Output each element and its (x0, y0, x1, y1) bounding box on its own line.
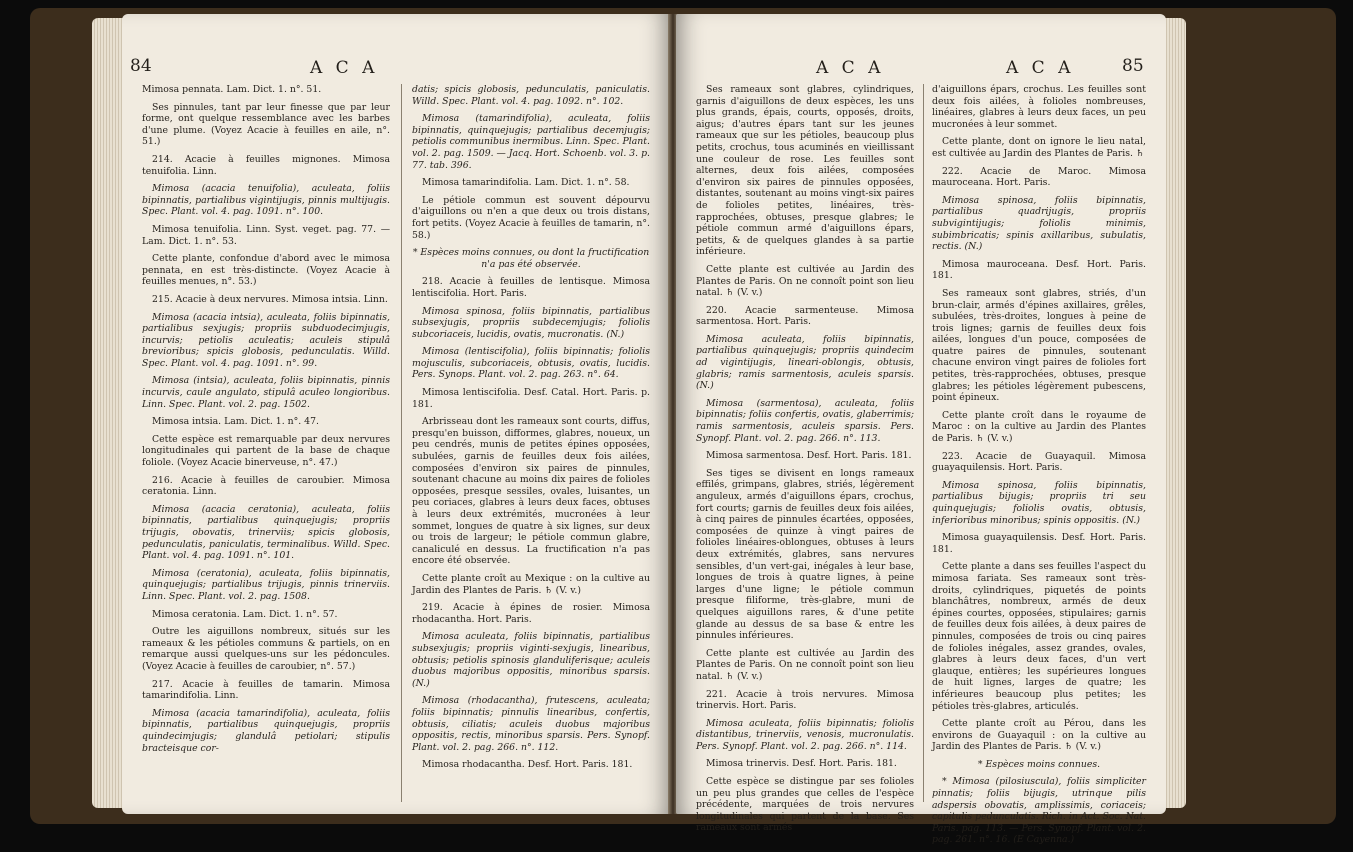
left-page (122, 14, 670, 814)
right-page-number: 85 (1122, 56, 1144, 76)
entry-heading: 222. Acacie de Maroc. Mimosa mauroceana. Hort. Paris. (932, 165, 1146, 189)
left-page-number: 84 (130, 56, 152, 76)
section-heading: * Espèces moins connues. (977, 758, 1101, 770)
right-page (676, 14, 1166, 846)
paragraph: Mimosa tenuifolia. Linn. Syst. veget. pag. 77. — Lam. Dict. 1. n°. 53. (142, 223, 390, 247)
paragraph: Mimosa spinosa, foliis bipinnatis, partialibus bijugis; propriis tri seu quinquejugis; foliolis ovatis, obtusis, inferioribus minoribus; spinis oppositis. (N.) (932, 479, 1146, 526)
paragraph: Mimosa (lentiscifolia), foliis bipinnatis; foliolis mojusculis, subcoriaceis, obtusis, ovatis, lucidis. Pers. Synops. Plant. vol. 2. pag. 263. n°. 64. (412, 346, 650, 381)
paragraph: Cette plante croît dans le royaume de Maroc : on la cultive au Jardin des Plantes de Paris. ♄ (V. v.) (932, 409, 1146, 445)
paragraph: Mimosa lentiscifolia. Desf. Catal. Hort. Paris. p. 181. (412, 387, 650, 410)
entry-heading: 219. Acacie à épines de rosier. Mimosa rhodacantha. Hort. Paris. (412, 602, 650, 625)
paragraph: Mimosa aculeata, foliis bipinnatis, partialibus subsexjugis; propriis viginti-sexjugis, linearibus, obtusis; petiolis spinosis glanduliferisque; aculeis duobus majoribus oppositis, minoribus sparsis. (N.) (412, 631, 650, 689)
entry-heading: 218. Acacie à feuilles de lentisque. Mimosa lentiscifolia. Hort. Paris. (412, 276, 650, 299)
left-column-2 (412, 84, 650, 777)
paragraph: Cette plante a dans ses feuilles l'aspect du mimosa fariata. Ses rameaux sont très-droits, cylindriques, piquetés de points blanchâtres, nombreux, armés de deux épines courtes, opposées, stipulaires; garnis de feuilles deux fois ailées, à deux paires de pinnules, composées de trois ou cinq paires de folioles inégales, assez grandes, ovales, glabres à leurs deux faces, d'un vert glauque, entières; les supérieures longues de huit lignes, larges de quatre; les inférieures beaucoup plus petites; les pétioles très-glabres, articulés. (932, 561, 1146, 712)
right-running-head-1: A C A (816, 58, 885, 78)
paragraph: Cette plante croît au Pérou, dans les environs de Guayaquil : on la cultive au Jardin des Plantes de Paris. ♄ (V. v.) (932, 718, 1146, 753)
paragraph: Ses tiges se divisent en longs rameaux effilés, grimpans, glabres, striés, légèrement anguleux, armés d'aiguillons épars, crochus, fort courts; garnis de feuilles deux fois ailées, à cinq paires de pinnules écartées, opposées, composées de quinze à vingt paires de folioles linéaires-oblongues, obtuses à leurs deux extrémités, glabres, sans nervures sensibles, d'un vert-gai, inégales à leur base, longues de trois à quatre lignes, à peine larges d'une ligne; le pétiole commun presque filiforme, très-glabre, muni de quelques aiguillons rares, & d'une petite glande au dessus de sa base & entre les pinnules inférieures. (696, 467, 914, 642)
right-column-2 (932, 84, 1146, 852)
paragraph: Cette plante est cultivée au Jardin des Plantes de Paris. On ne connoît point son lieu natal. ♄ (V. v.) (696, 263, 914, 299)
paragraph: Mimosa pennata. Lam. Dict. 1. n°. 51. (142, 84, 322, 95)
paragraph: Mimosa (sarmentosa), aculeata, foliis bipinnatis; foliis confertis, ovatis, glaberrimis; ramis sarmentosis, aculeis sparsis. Pers. Synopf. Plant. vol. 2. pag. 266. n°. 113. (696, 397, 914, 444)
entry-heading: 215. Acacie à deux nervures. Mimosa intsia. Linn. (152, 293, 388, 305)
paragraph: Mimosa (acacia intsia), aculeata, foliis bipinnatis, partialibus sexjugis; propriis subduodecimjugis, incurvis; petiolis aculeatis; aculeis stipulâ brevioribus; spicis globosis, pedunculatis. Willd. Spec. Plant. vol. 4. pag. 1091. n°. 99. (142, 311, 390, 369)
right-running-head-2: A C A (1006, 58, 1075, 78)
paragraph: Mimosa (tamarindifolia), aculeata, foliis bipinnatis, quinquejugis; partialibus decemjugis; petiolis communibus inermibus. Linn. Spec. Plant. vol. 2. pag. 1509. — Jacq. Hort. Schoenb. vol. 3. p. 77. tab. 396. (412, 113, 650, 171)
paragraph: Mimosa mauroceana. Desf. Hort. Paris. 181. (932, 258, 1146, 282)
paragraph: Ses rameaux sont glabres, cylindriques, garnis d'aiguillons de deux espèces, les uns plus grands, épais, courts, opposés, droits, aigus; d'autres épars tant sur les jeunes rameaux que sur les pétioles, beaucoup plus petits, crochus, tous acuminés en vieillissant une couleur de rose. Les feuilles sont alternes, deux fois ailées, composées d'environ six paires de pinnules opposées, distantes, soutenant au moins vingt-six paires de folioles petites, linéaires, très-rapprochées, obtuses, presque glabres; le pétiole commun armé d'aiguillons épars, petits, & de quelques glandes à sa partie inférieure. (696, 84, 914, 258)
entry-heading: 214. Acacie à feuilles mignones. Mimosa tenuifolia. Linn. (142, 153, 390, 177)
paragraph: Cette plante croît au Mexique : on la cultive au Jardin des Plantes de Paris. ♄ (V. v.) (412, 572, 650, 596)
paragraph: Le pétiole commun est souvent dépourvu d'aiguillons ou n'en a que deux ou trois distans, fort petits. (Voyez Acacie à feuilles de tamarin, n°. 58.) (412, 194, 650, 241)
right-column-rule (923, 84, 924, 802)
paragraph: Cette espèce se distingue par ses folioles un peu plus grandes que celles de l'espèce précédente, marquées de trois nervures longitudinales qui partent de la base. Ses rameaux sont armés (696, 776, 914, 834)
section-heading: * Espèces moins connues, ou dont la fructification n'a pas été observée. (412, 247, 650, 270)
left-page-edges (92, 18, 124, 808)
paragraph: Mimosa tamarindifolia. Lam. Dict. 1. n°. 58. (422, 177, 630, 189)
paragraph: datis; spicis globosis, pedunculatis, paniculatis. Willd. Spec. Plant. vol. 4. pag. 1092. n°. 102. (412, 84, 650, 107)
paragraph: Mimosa ceratonia. Lam. Dict. 1. n°. 57. (152, 608, 338, 620)
entry-heading: 217. Acacie à feuilles de tamarin. Mimosa tamarindifolia. Linn. (142, 678, 390, 702)
paragraph: Mimosa sarmentosa. Desf. Hort. Paris. 181. (706, 450, 912, 462)
paragraph: Mimosa (acacia tenuifolia), aculeata, foliis bipinnatis, partialibus vigintijugis, pinnis multijugis. Spec. Plant. vol. 4. pag. 1091. n°. 100. (142, 183, 390, 218)
left-running-head: A C A (310, 58, 379, 78)
paragraph: Mimosa aculeata, foliis bipinnatis, partialibus quinquejugis; propriis quindecim ad vigintijugis, lineari-oblongis, obtusis, glabris; ramis sarmentosis, aculeis sparsis. (N.) (696, 333, 914, 392)
paragraph: Mimosa (acacia tamarindifolia), aculeata, foliis bipinnatis, partialibus quinquejugis, propriis quindecimjugis; glandulâ petiolari; stipulis bracteisque cor- (142, 707, 390, 754)
entry-heading: 216. Acacie à feuilles de caroubier. Mimosa ceratonia. Linn. (142, 474, 390, 498)
paragraph: Cette espèce est remarquable par deux nervures longitudinales qui partent de la base de chaque foliole. (Voyez Acacie binerveuse, n°. 47.) (142, 433, 390, 469)
paragraph: Outre les aiguillons nombreux, situés sur les rameaux & les pétioles communs & partiels, on en remarque aussi quelques-uns sur les pédoncules. (Voyez Acacie à feuilles de caroubier, n°. 57.) (142, 626, 390, 672)
entry-heading: 221. Acacie à trois nervures. Mimosa trinervis. Hort. Paris. (696, 688, 914, 712)
paragraph: Mimosa intsia. Lam. Dict. 1. n°. 47. (152, 416, 319, 428)
left-column-1 (142, 84, 390, 760)
paragraph: d'aiguillons épars, crochus. Les feuilles sont deux fois ailées, à folioles nombreuses, linéaires, glabres à leurs deux faces, un peu mucronées à leur sommet. (932, 84, 1146, 130)
paragraph: Mimosa spinosa, foliis bipinnatis, partialibus quadrijugis, propriis subvigintijugis; foliolis minimis, subimbricatis; spinis axillaribus, subulatis, rectis. (N.) (932, 194, 1146, 253)
paragraph: Mimosa (intsia), aculeata, foliis bipinnatis, pinnis incurvis, caule angulato, stipulâ aculeo longioribus. Linn. Spec. Plant. vol. 2. pag. 1502. (142, 375, 390, 410)
paragraph: Mimosa (ceratonia), aculeata, foliis bipinnatis, quinquejugis; partialibus trijugis, pinnis trinerviis. Linn. Spec. Plant. vol. 2. pag. 1508. (142, 567, 390, 602)
paragraph: Mimosa (acacia ceratonia), aculeata, foliis bipinnatis, partialibus quinquejugis; propriis trijugis, obovatis, trinerviis; spicis globosis, pedunculatis, paniculatis, terminalibus. Willd. Spec. Plant. vol. 4. pag. 1091. n°. 101. (142, 503, 390, 562)
paragraph: Mimosa (rhodacantha), frutescens, aculeata; foliis bipinnatis; pinnulis linearibus, confertis, obtusis, ciliatis; aculeis duobus majoribus oppositis, rectis, minoribus sparsis. Pers. Synopf. Plant. vol. 2. pag. 266. n°. 112. (412, 695, 650, 753)
entry-heading: 223. Acacie de Guayaquil. Mimosa guayaquilensis. Hort. Paris. (932, 450, 1146, 474)
left-column-rule (401, 84, 402, 802)
paragraph: Mimosa trinervis. Desf. Hort. Paris. 181. (706, 758, 897, 770)
paragraph: Arbrisseau dont les rameaux sont courts, diffus, presqu'en buisson, difformes, glabres, noueux, un peu cendrés, munis de petites épines opposées, subulées, garnis de feuilles deux fois ailées, composées d'environ six paires de pinnules, soutenant chacune au moins dix paires de folioles opposées, presque sessiles, ovales, luisantes, un peu coriaces, glabres à leurs deux faces, obtuses à leurs deux extrémités, mucronées à leur sommet, longues de quatre à six lignes, sur deux ou trois de largeur; le pétiole commun glabre, canaliculé en dessus. La fructification n'a pas encore été observée. (412, 416, 650, 567)
paragraph: Cette plante est cultivée au Jardin des Plantes de Paris. On ne connoît point son lieu natal. ♄ (V. v.) (696, 647, 914, 682)
paragraph: Mimosa spinosa, foliis bipinnatis, partialibus subsexjugis, propriis subdecemjugis; foliolis subcoriaceis, lucidis, ovatis, mucronatis. (N.) (412, 305, 650, 340)
paragraph: Mimosa rhodacantha. Desf. Hort. Paris. 181. (422, 759, 633, 771)
paragraph: Mimosa aculeata, foliis bipinnatis; foliolis distantibus, trinerviis, venosis, mucronulatis. Pers. Synopf. Plant. vol. 2. pag. 266. n°. 114. (696, 717, 914, 752)
paragraph: Cette plante, confondue d'abord avec le mimosa pennata, en est très-distincte. (Voyez Acacie à feuilles menues, n°. 53.) (142, 253, 390, 288)
entry-heading: 220. Acacie sarmenteuse. Mimosa sarmentosa. Hort. Paris. (696, 304, 914, 328)
right-page-edges (1164, 18, 1186, 808)
paragraph: Ses pinnules, tant par leur finesse que par leur forme, ont quelque ressemblance avec les barbes d'une plume. (Voyez Acacie à feuilles en aile, n°. 51.) (142, 101, 390, 148)
paragraph: * Mimosa (pilosiuscula), foliis simpliciter pinnatis; foliis bijugis, utrinque pilis adspersis obovatis, amplissimis, coriaceis; capitulis pedunculatis. Rich. in Act. Soc. Nat. Paris. pag. 113. — Pers. Synopf. Plant. vol. 2. pag. 261. n°. 16. (E Cayenna.) (932, 776, 1146, 846)
paragraph: Mimosa guayaquilensis. Desf. Hort. Paris. 181. (932, 532, 1146, 555)
right-column-1 (696, 84, 914, 840)
paragraph: Cette plante, dont on ignore le lieu natal, est cultivée au Jardin des Plantes de Paris. ♄ (932, 136, 1146, 159)
paragraph: Ses rameaux sont glabres, striés, d'un brun-clair, armés d'épines axillaires, grêles, subulées, très-droites, longues à peine de trois lignes; garnis de feuilles deux fois ailées, longues d'un pouce, composées de quatre paires de pinnules, soutenant chacune environ vingt paires de folioles fort petites, très-rapprochées, obtuses, presque glabres; les pétioles légèrement pubescens, point épineux. (932, 287, 1146, 404)
